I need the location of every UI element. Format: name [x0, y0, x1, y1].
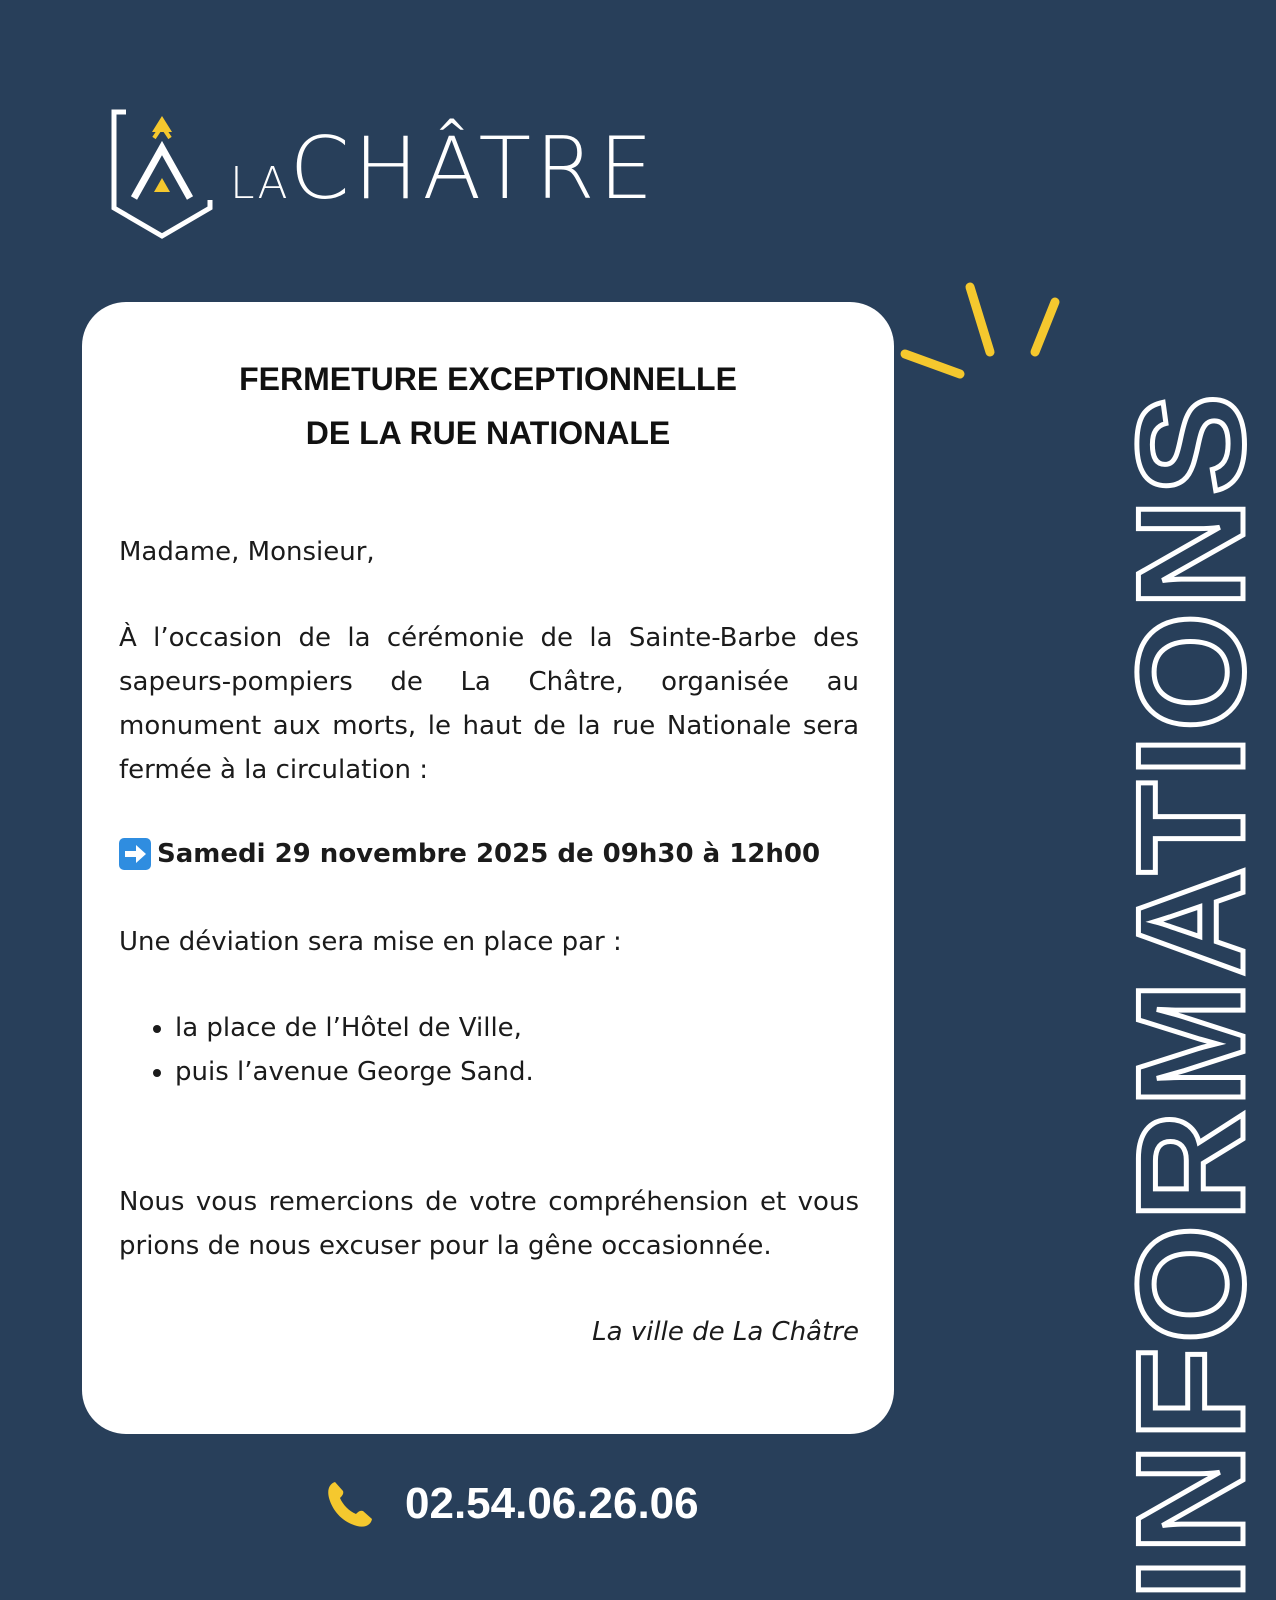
- list-item: • la place de l’Hôtel de Ville,: [175, 1006, 859, 1050]
- logo-prefix: LA: [230, 158, 290, 209]
- phone-number[interactable]: 02.54.06.26.06: [405, 1479, 699, 1528]
- title-line-2: DE LA RUE NATIONALE: [305, 415, 671, 451]
- logo: [110, 108, 670, 248]
- deviation-list: [119, 1006, 859, 1094]
- closure-date-text: Samedi 29 novembre 2025 de 09h30 à 12h00: [157, 839, 821, 869]
- deviation-intro: Une déviation sera mise en place par :: [119, 927, 622, 957]
- logo-emblem-icon: [110, 108, 220, 243]
- title-line-1: FERMETURE EXCEPTIONNELLE: [239, 361, 737, 397]
- highlight-rays-icon: [915, 282, 1065, 382]
- logo-name: CHÂTRE: [289, 119, 658, 219]
- closing-paragraph: Nous vous remercions de votre compréhension et vous prions de nous excuser pour la gêne occasionnée.: [119, 1187, 859, 1261]
- right-arrow-icon: [119, 838, 151, 870]
- list-item: • puis l’avenue George Sand.: [175, 1050, 859, 1094]
- contact-phone: [325, 1478, 699, 1530]
- signature: La ville de La Châtre: [592, 1317, 859, 1347]
- closure-paragraph: À l’occasion de la cérémonie de la Sainte-Barbe des sapeurs-pompiers de La Châtre, organisée au monument aux morts, le haut de la rue Nationale sera fermée à la circulation :: [119, 623, 859, 785]
- closure-date: [119, 832, 859, 876]
- phone-icon: [325, 1478, 375, 1530]
- notice-card: [82, 302, 894, 1434]
- greeting: Madame, Monsieur,: [119, 537, 375, 567]
- side-label: INFORMATIONS: [1106, 389, 1276, 1600]
- notice-title: [82, 352, 894, 460]
